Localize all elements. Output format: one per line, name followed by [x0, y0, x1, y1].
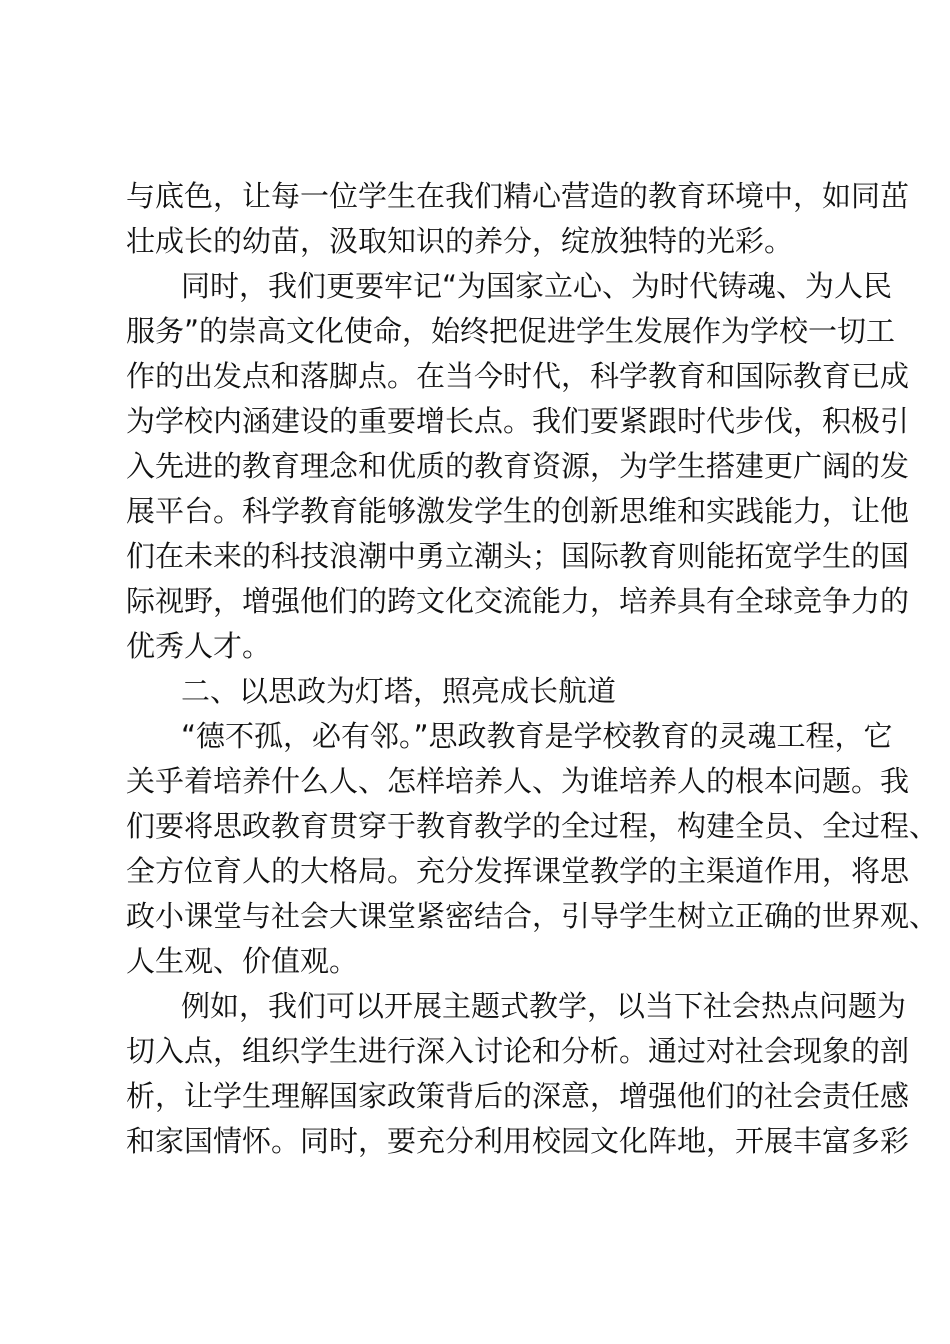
paragraph-continuation	[126, 174, 910, 264]
text-line: 切入点，组织学生进行深入讨论和分析。通过对社会现象的剖	[126, 1034, 910, 1068]
text-line: “德不孤，必有邻。”思政教育是学校教育的灵魂工程，它	[181, 719, 893, 753]
text-line: 入先进的教育理念和优质的教育资源，为学生搭建更广阔的发	[126, 449, 910, 483]
text-line: 们在未来的科技浪潮中勇立潮头；国际教育则能拓宽学生的国	[126, 539, 910, 573]
text-line: 际视野，增强他们的跨文化交流能力，培养具有全球竞争力的	[126, 584, 910, 618]
paragraph-cultural-mission	[126, 264, 910, 669]
text-line: 与底色，让每一位学生在我们精心营造的教育环境中，如同茁	[126, 179, 910, 213]
text-line: 同时，我们更要牢记“为国家立心、为时代铸魂、为人民	[181, 269, 893, 303]
text-line: 关乎着培养什么人、怎样培养人、为谁培养人的根本问题。我	[126, 764, 910, 798]
document-body	[126, 174, 939, 1164]
text-line: 人生观、价值观。	[126, 944, 359, 978]
text-line: 优秀人才。	[126, 629, 272, 663]
text-line: 壮成长的幼苗，汲取知识的养分，绽放独特的光彩。	[126, 224, 794, 258]
section-heading	[126, 669, 834, 714]
text-line: 服务”的崇高文化使命，始终把促进学生发展作为学校一切工	[126, 314, 896, 348]
text-line: 展平台。科学教育能够激发学生的创新思维和实践能力，让他	[126, 494, 910, 528]
heading-text: 二、以思政为灯塔，照亮成长航道	[181, 674, 617, 708]
text-line: 作的出发点和落脚点。在当今时代，科学教育和国际教育已成	[126, 359, 910, 393]
text-line: 和家国情怀。同时，要充分利用校园文化阵地，开展丰富多彩	[126, 1124, 910, 1158]
paragraph-thematic-teaching	[126, 984, 910, 1164]
text-line: 们要将思政教育贯穿于教育教学的全过程，构建全员、全过程、	[126, 809, 939, 843]
paragraph-ideological-education	[126, 714, 939, 984]
text-line: 全方位育人的大格局。充分发挥课堂教学的主渠道作用，将思	[126, 854, 910, 888]
text-line: 析，让学生理解国家政策背后的深意，增强他们的社会责任感	[126, 1079, 910, 1113]
text-line: 为学校内涵建设的重要增长点。我们要紧跟时代步伐，积极引	[126, 404, 910, 438]
text-line: 政小课堂与社会大课堂紧密结合，引导学生树立正确的世界观、	[126, 899, 939, 933]
text-line: 例如，我们可以开展主题式教学，以当下社会热点问题为	[181, 989, 907, 1023]
